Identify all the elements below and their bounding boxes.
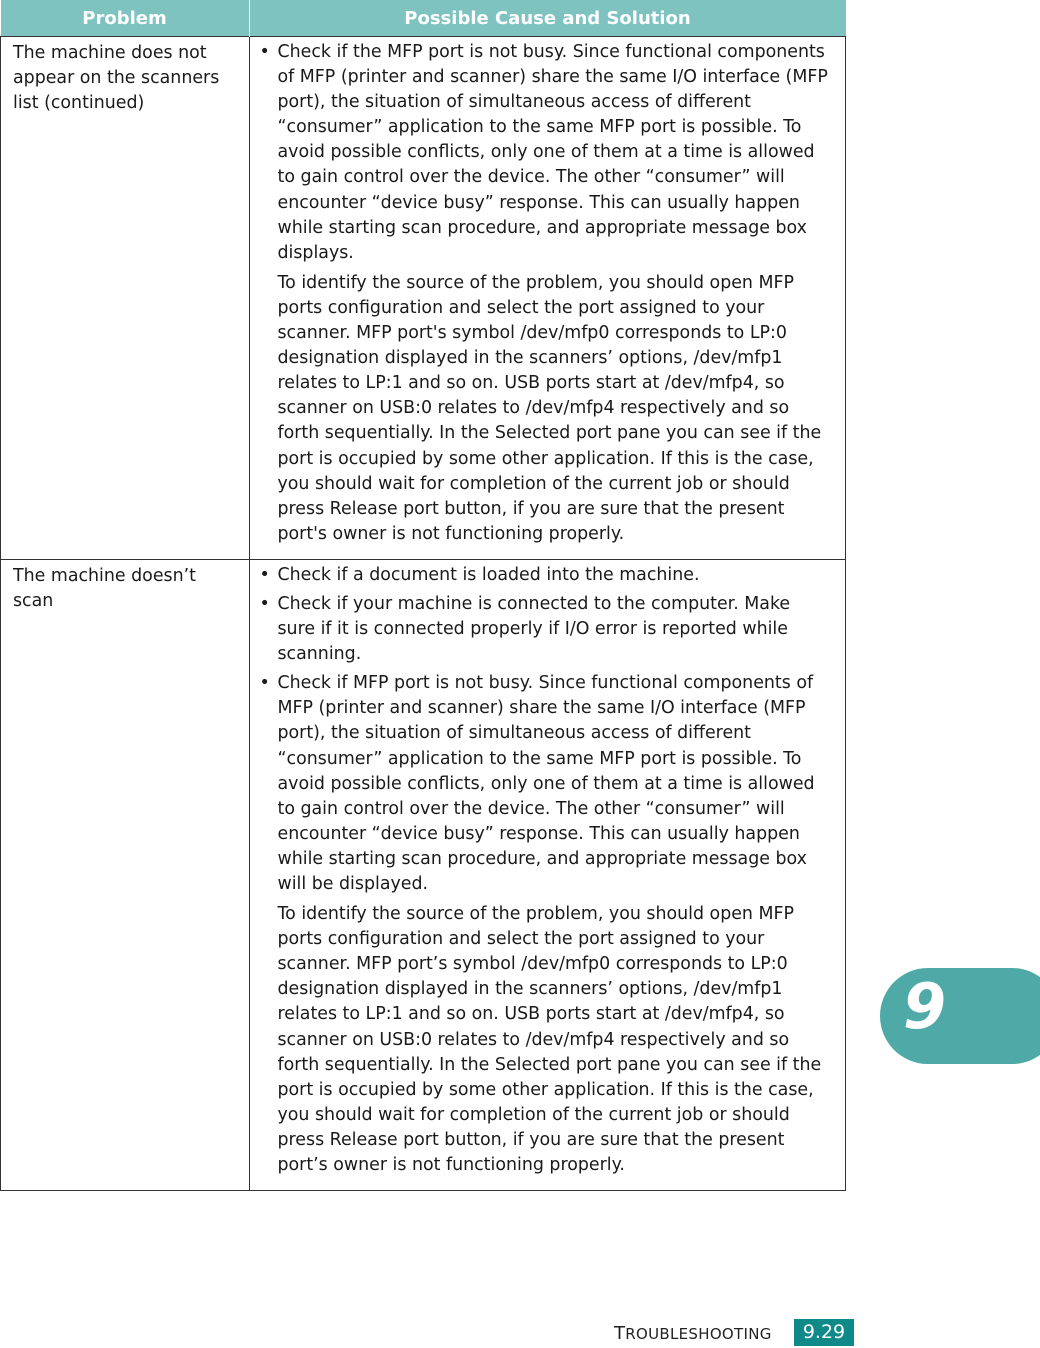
solution-bullet: • Check if a document is loaded into the machine.	[260, 563, 834, 588]
footer-section-rest: ROUBLESHOOTING	[625, 1325, 772, 1343]
solution-paragraph: To identify the source of the problem, you should open MFP ports configuration and select the port assigned to your scanner. MFP port’s symbol /dev/mfp0 corresponds to LP:0 designation displayed in the scanners’ options, /dev/mfp1 relates to LP:1 and so on. USB ports start at /dev/mfp4, so scanner on USB:0 relates to /dev/mfp4 respectively and so forth sequentially. In the Selected port pane you can see if the port is occupied by some other application. If this is the case, you should wait for completion of the current job or should press Release port button, if you are sure that the present port’s owner is not functioning properly.	[277, 904, 822, 1176]
footer-section-title	[614, 1323, 772, 1344]
solution-bullet: • Check if MFP port is not busy. Since functional components of MFP (printer and scanner) share the same I/O interface (MFP port), the situation of simultaneous access of different “consumer” application to the same MFP port is possible. To avoid possible conflicts, only one of them at a time is allowed to gain control over the device. The other “consumer” will encounter “device busy” response. This can usually happen while starting scan procedure, and appropriate message box will be displayed.	[260, 671, 834, 897]
header-problem: Problem	[1, 0, 250, 37]
solution-paragraph: To identify the source of the problem, you should open MFP ports configuration and select the port assigned to your scanner. MFP port's symbol /dev/mfp0 corresponds to LP:0 designation displayed in the scanners’ options, /dev/mfp1 relates to LP:1 and so on. USB ports start at /dev/mfp4, so scanner on USB:0 relates to /dev/mfp4 respectively and so forth sequentially. In the Selected port pane you can see if the port is occupied by some other application. If this is the case, you should wait for completion of the current job or should press Release port button, if you are sure that the present port's owner is not functioning properly.	[277, 272, 822, 544]
chapter-number: 9	[903, 970, 947, 1043]
footer-section-initial: T	[614, 1323, 626, 1344]
solution-list	[260, 40, 834, 266]
problem-cell: The machine doesn’t scan	[1, 559, 250, 1190]
header-solution: Possible Cause and Solution	[249, 0, 846, 37]
solution-list	[260, 563, 834, 897]
page-number: 9.29	[794, 1319, 854, 1346]
solution-bullet: • Check if your machine is connected to the computer. Make sure if it is connected properly if I/O error is reported while scanning.	[260, 592, 834, 667]
table-row	[1, 559, 846, 1190]
solution-cell	[249, 559, 846, 1190]
solution-bullet: • Check if the MFP port is not busy. Since functional components of MFP (printer and scanner) share the same I/O interface (MFP port), the situation of simultaneous access of different “consumer” application to the same MFP port is possible. To avoid possible conflicts, only one of them at a time is allowed to gain control over the device. The other “consumer” will encounter “device busy” response. This can usually happen while starting scan procedure, and appropriate message box displays.	[260, 40, 834, 266]
table-row	[1, 37, 846, 560]
solution-cell	[249, 37, 846, 560]
table-header-row	[1, 0, 846, 37]
problem-cell: The machine does not appear on the scanners list (continued)	[1, 37, 250, 560]
